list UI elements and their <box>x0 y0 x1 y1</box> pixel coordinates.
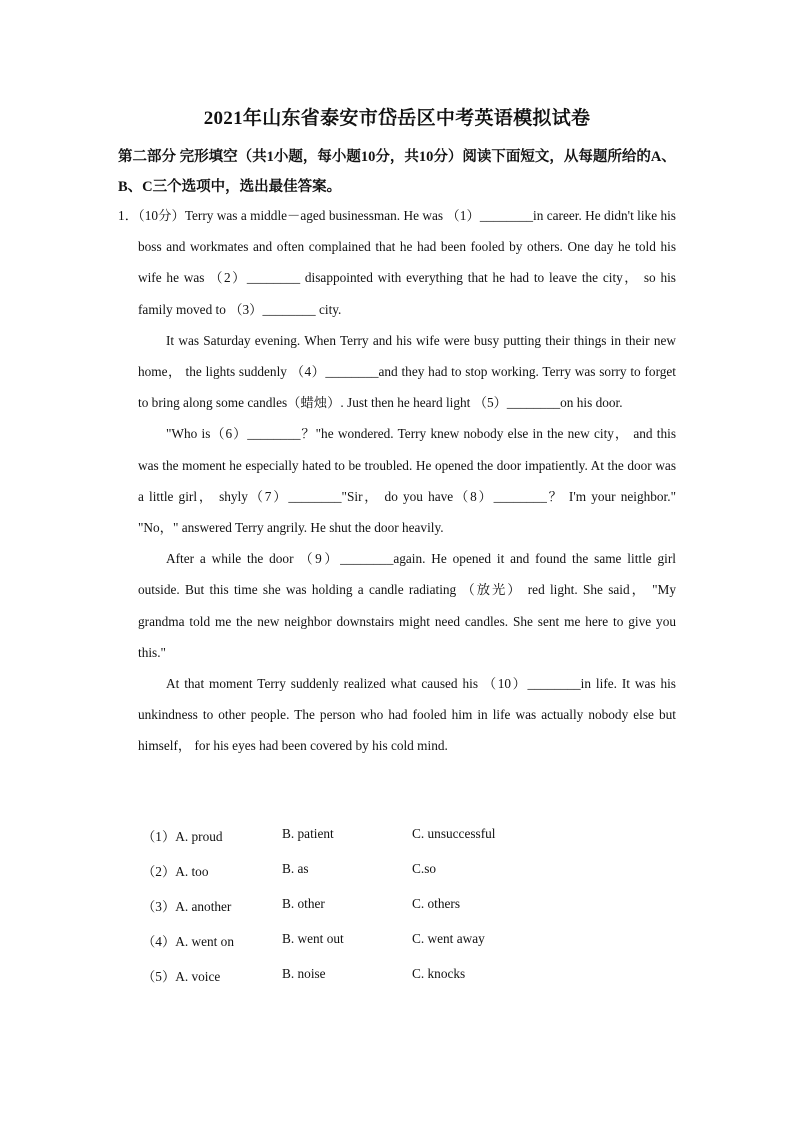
question-number: 1． <box>118 208 139 223</box>
option-a: （5）A. voice <box>142 969 221 984</box>
option-c: C. unsuccessful <box>412 826 496 841</box>
option-row <box>142 966 662 1001</box>
option-a: （2）A. too <box>142 864 209 879</box>
option-a: （1）A. proud <box>142 829 223 844</box>
question-score: （10分） <box>138 208 185 223</box>
option-b: B. as <box>282 861 309 876</box>
section-header: 第二部分 完形填空（共1小题，每小题10分，共10分）阅读下面短文，从每题所给的A、B、C三个选项中，选出最佳答案。 <box>118 149 676 195</box>
document-title: 2021年山东省泰安市岱岳区中考英语模拟试卷 <box>203 108 591 129</box>
option-c: C. knocks <box>412 966 466 981</box>
option-row <box>142 861 662 896</box>
question-paragraph-1 <box>118 200 676 325</box>
question-paragraph-3: "Who is（6）________？"he wondered. Terry knew nobody else in the new city， and this was the moment he especially hated to be troubled. He opened the door impatiently. At the door was a little girl， shyly（7）________"Sir， do you have（8）________？ I'm your neighbor." "No，" answered Terry angrily. He shut the door heavily. <box>138 426 676 536</box>
question-paragraph-2: It was Saturday evening. When Terry and his wife were busy putting their things in their new home， the lights suddenly （4）________and they had to stop working. Terry was sorry to forget to bring along some candles（蜡烛）. Just then he heard light （5）________on his door. <box>138 332 676 411</box>
cloze-question <box>118 200 676 762</box>
option-b: B. patient <box>282 826 334 841</box>
option-c: C. went away <box>412 931 485 946</box>
option-c: C.so <box>412 861 437 876</box>
option-b: B. noise <box>282 966 326 981</box>
option-row <box>142 896 662 931</box>
option-row <box>142 931 662 966</box>
paragraph-text: Terry was a middle－aged businessman. He was （1）________in career. He didn't like his boss and workmates and often complained that he had been fooled by others. One day he told his wife he was （2）________ disappointed with everything that he had to leave the city， so his family moved to （3）________ city. <box>138 208 676 317</box>
answer-options <box>142 826 662 1001</box>
option-c: C. others <box>412 896 461 911</box>
option-b: B. other <box>282 896 325 911</box>
question-paragraph-4: After a while the door （9）________again. He opened it and found the same little girl outside. But this time she was holding a candle radiating （放光） red light. She said， "My grandma told me the new neighbor downstairs might need candles. She sent me here to give you this." <box>138 551 676 660</box>
question-paragraph-5: At that moment Terry suddenly realized what caused his （10）________in life. It was his unkindness to other people. The person who had fooled him in life was actually nobody else but himself， for his eyes had been covered by his cold mind. <box>138 676 676 754</box>
option-a: （4）A. went on <box>142 934 234 949</box>
option-row <box>142 826 662 861</box>
option-a: （3）A. another <box>142 899 232 914</box>
option-b: B. went out <box>282 931 344 946</box>
